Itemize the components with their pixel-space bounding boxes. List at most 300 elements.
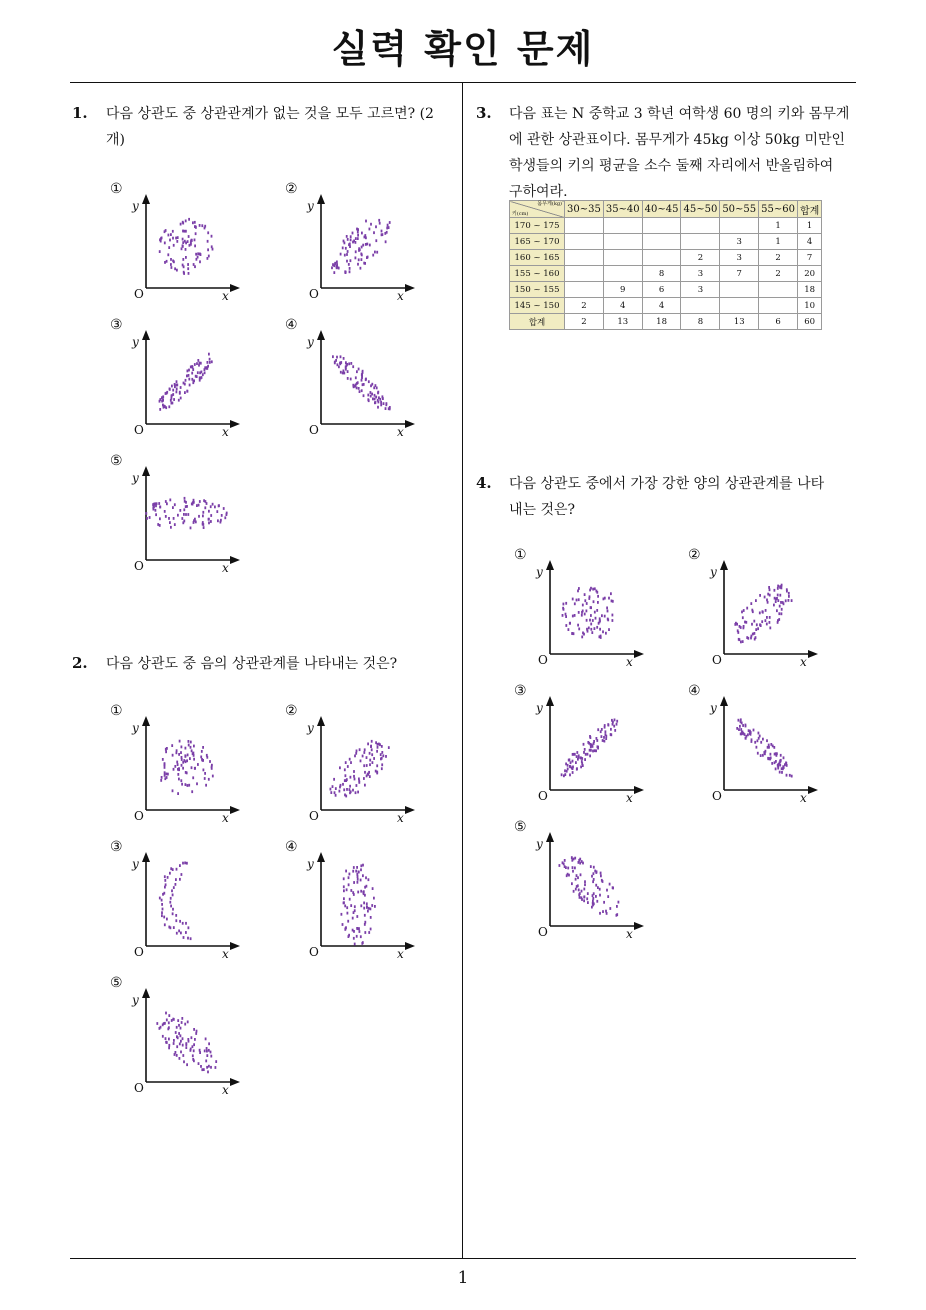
scatter-dot [572, 767, 574, 770]
scatter-dot [179, 864, 181, 867]
scatter-dot [335, 794, 337, 797]
scatter-dot [356, 866, 358, 869]
scatter-dot [179, 740, 181, 743]
scatter-dot [156, 1022, 158, 1025]
scatter-dot [785, 762, 787, 765]
scatter-dot [165, 500, 167, 503]
scatter-dot [569, 758, 571, 761]
scatter-dot [194, 518, 196, 521]
scatter-dot [164, 763, 166, 766]
y-axis-label: y [132, 993, 139, 1007]
scatter-dot [168, 1038, 170, 1041]
scatter-dot [588, 627, 590, 630]
scatter-dot [354, 943, 356, 946]
scatter-dot [369, 763, 371, 766]
scatter-dot [171, 889, 173, 892]
scatter-dot [380, 753, 382, 756]
row-header: 160 ~ 165 [510, 250, 565, 266]
x-axis-label: x [800, 791, 807, 805]
scatter-dot [206, 1054, 208, 1057]
page-title: 실력 확인 문제 [331, 27, 595, 71]
y-axis-arrow [546, 560, 554, 570]
scatter-dot [376, 771, 378, 774]
scatter-dot [183, 759, 185, 762]
scatter-dot [618, 901, 620, 904]
scatter-dot [360, 864, 362, 867]
scatter-dot [572, 598, 574, 601]
scatter-dot [362, 244, 364, 247]
scatter-dot [344, 905, 346, 908]
scatter-axes [110, 318, 240, 438]
choice-label: ① [110, 181, 123, 197]
scatter-dot [197, 763, 199, 766]
scatter-dot [374, 905, 376, 908]
scatter-dot [610, 728, 612, 731]
scatter-dot [356, 370, 358, 373]
scatter-dot [199, 500, 201, 503]
scatter-dot [185, 256, 187, 259]
scatter-dot [196, 782, 198, 785]
scatter-dot [202, 523, 204, 526]
scatter-dot [176, 240, 178, 243]
scatter-dot [331, 266, 333, 269]
scatter-dot [389, 221, 391, 224]
y-axis-arrow [317, 194, 325, 204]
x-axis-label: x [222, 289, 229, 303]
scatter-dot [345, 247, 347, 250]
scatter-dot [177, 514, 179, 517]
scatter-dot [347, 238, 349, 241]
x-axis-label: x [222, 1083, 229, 1097]
scatter-dot [166, 1019, 168, 1022]
scatter-dot [183, 513, 185, 516]
scatter-dot [772, 745, 774, 748]
scatter-dot [608, 597, 610, 600]
scatter-dot [188, 926, 190, 929]
scatter-dot [608, 628, 610, 631]
scatter-dot [766, 739, 768, 742]
scatter-dot [357, 263, 359, 266]
scatter-dot [346, 778, 348, 781]
scatter-dot [349, 788, 351, 791]
scatter-dot [208, 510, 210, 513]
scatter-dot [366, 243, 368, 246]
scatter-dot [176, 269, 178, 272]
scatter-dot [194, 221, 196, 224]
choice-label: ② [285, 181, 298, 197]
scatter-dot [346, 253, 348, 256]
scatter-dot [205, 1038, 207, 1041]
x-axis-arrow [230, 942, 240, 950]
scatter-dot [169, 499, 171, 502]
scatter-dot [164, 510, 166, 513]
scatter-dot [779, 605, 781, 608]
x-axis-arrow [405, 284, 415, 292]
row-header: 155 ~ 160 [510, 266, 565, 282]
scatter-dot [590, 614, 592, 617]
scatter-dot [363, 902, 365, 905]
scatter-dot [210, 505, 212, 508]
scatter-axes [110, 454, 240, 574]
scatter-dot [359, 930, 361, 933]
scatter-dot [159, 250, 161, 253]
scatter-axes [514, 684, 644, 804]
scatter-dot [591, 744, 593, 747]
scatter-dot [362, 383, 364, 386]
scatter-dot [146, 517, 148, 520]
scatter-dot [181, 1017, 183, 1020]
table-cell [759, 282, 798, 298]
scatter-dot [356, 784, 358, 787]
scatter-dot [200, 756, 202, 759]
scatter-dot [164, 875, 166, 878]
scatter-dot [603, 901, 605, 904]
scatter-dot [180, 223, 182, 226]
scatter-dot [182, 244, 184, 247]
corner-weight-label: 몸무게(kg) [537, 201, 562, 207]
scatter-dot [366, 764, 368, 767]
scatter-axes [110, 704, 240, 824]
scatter-dot [176, 388, 178, 391]
scatter-dot [602, 630, 604, 633]
scatter-dot [185, 1046, 187, 1049]
question-text [509, 101, 859, 205]
scatter-dot [176, 932, 178, 935]
scatter-plot [110, 704, 240, 824]
scatter-dot [186, 1063, 188, 1066]
scatter-dot [210, 514, 212, 517]
choice-label: ⑤ [514, 819, 527, 835]
scatter-dot [562, 614, 564, 617]
scatter-plot [285, 840, 415, 960]
scatter-dot [164, 771, 166, 774]
x-axis-arrow [405, 420, 415, 428]
scatter-dot [385, 240, 387, 243]
scatter-dot [190, 746, 192, 749]
scatter-dot [190, 741, 192, 744]
scatter-dot [349, 270, 351, 273]
question-line: 다음 표는 N 중학교 3 학년 여학생 60 명의 키와 몸무게 [509, 106, 850, 122]
scatter-dot [576, 755, 578, 758]
scatter-dot [185, 513, 187, 516]
choice-label: ② [688, 547, 701, 563]
scatter-dot [176, 391, 178, 394]
y-axis-label: y [132, 721, 139, 735]
scatter-dot [372, 398, 374, 401]
scatter-dot [182, 1037, 184, 1040]
scatter-dot [184, 500, 186, 503]
scatter-dot [572, 866, 574, 869]
x-axis-arrow [230, 806, 240, 814]
scatter-dot [177, 773, 179, 776]
scatter-dot [760, 741, 762, 744]
scatter-dot [355, 376, 357, 379]
scatter-dot [201, 1068, 203, 1071]
scatter-dot [355, 237, 357, 240]
scatter-dot [190, 527, 192, 530]
scatter-dot [569, 774, 571, 777]
scatter-dot [743, 609, 745, 612]
scatter-dot [186, 759, 188, 762]
scatter-dot [357, 234, 359, 237]
scatter-dot [187, 784, 189, 787]
scatter-dot [762, 738, 764, 741]
scatter-dot [192, 221, 194, 224]
scatter-dot [184, 230, 186, 233]
scatter-dot [164, 261, 166, 264]
scatter-dot [192, 776, 194, 779]
scatter-dot [595, 871, 597, 874]
scatter-dot [183, 520, 185, 523]
scatter-dot [176, 761, 178, 764]
scatter-dot [340, 355, 342, 358]
scatter-dot [599, 894, 601, 897]
scatter-dot [361, 258, 363, 261]
scatter-dot [773, 746, 775, 749]
scatter-dot [755, 636, 757, 639]
scatter-dot [208, 255, 210, 258]
scatter-dot [379, 398, 381, 401]
scatter-dot [570, 761, 572, 764]
scatter-dot [365, 236, 367, 239]
scatter-dot [341, 913, 343, 916]
scatter-dot [165, 515, 167, 518]
scatter-dot [367, 743, 369, 746]
scatter-dot [616, 723, 618, 726]
scatter-dot [172, 754, 174, 757]
scatter-dot [195, 521, 197, 524]
scatter-dot [350, 776, 352, 779]
scatter-dot [613, 725, 615, 728]
scatter-dot [363, 892, 365, 895]
scatter-dot [745, 724, 747, 727]
scatter-dot [367, 910, 369, 913]
scatter-dot [605, 730, 607, 733]
scatter-dot [593, 740, 595, 743]
scatter-dot [754, 632, 756, 635]
scatter-dot [616, 913, 618, 916]
scatter-dot [155, 513, 157, 516]
table-row [510, 218, 822, 234]
scatter-dot [167, 773, 169, 776]
scatter-dot [740, 733, 742, 736]
scatter-dot [209, 361, 211, 364]
scatter-dot [163, 916, 165, 919]
question-number: 3. [476, 104, 492, 122]
column-header: 35~40 [603, 201, 642, 218]
scatter-dot [593, 878, 595, 881]
scatter-dot [207, 231, 209, 234]
scatter-dot [161, 914, 163, 917]
scatter-dot [176, 751, 178, 754]
scatter-dot [206, 1047, 208, 1050]
scatter-dot [207, 361, 209, 364]
scatter-dot [580, 757, 582, 760]
table-cell [603, 218, 642, 234]
scatter-dot [204, 506, 206, 509]
scatter-dot [388, 226, 390, 229]
table-header-row [510, 201, 822, 218]
scatter-dot [188, 744, 190, 747]
choice-label: ③ [110, 317, 123, 333]
scatter-dot [604, 726, 606, 729]
scatter-dot [199, 376, 201, 379]
scatter-dot [195, 232, 197, 235]
scatter-dot [356, 228, 358, 231]
scatter-dot [199, 1051, 201, 1054]
scatter-dot [589, 589, 591, 592]
scatter-dot [563, 608, 565, 611]
scatter-dot [161, 776, 163, 779]
scatter-dot [343, 889, 345, 892]
scatter-dot [218, 505, 220, 508]
scatter-dot [363, 394, 365, 397]
scatter-dot [761, 620, 763, 623]
scatter-dot [171, 385, 173, 388]
scatter-dot [175, 878, 177, 881]
scatter-dot [605, 733, 607, 736]
scatter-dot [582, 604, 584, 607]
scatter-dot [594, 749, 596, 752]
scatter-dot [381, 763, 383, 766]
scatter-dot [611, 719, 613, 722]
scatter-dot [612, 619, 614, 622]
scatter-dot [170, 867, 172, 870]
scatter-dot [352, 870, 354, 873]
scatter-dot [198, 504, 200, 507]
scatter-dot [185, 220, 187, 223]
scatter-dot [589, 619, 591, 622]
scatter-dot [616, 905, 618, 908]
scatter-dot [581, 760, 583, 763]
scatter-dot [187, 513, 189, 516]
scatter-dot [354, 755, 356, 758]
scatter-dot [572, 632, 574, 635]
scatter-dot [207, 248, 209, 251]
scatter-dot [589, 749, 591, 752]
scatter-dot [740, 626, 742, 629]
scatter-dot [771, 762, 773, 765]
scatter-dot [349, 267, 351, 270]
scatter-dot [173, 1018, 175, 1021]
scatter-dot [581, 614, 583, 617]
scatter-plot [514, 820, 644, 940]
scatter-dot [201, 376, 203, 379]
origin-label: O [309, 423, 319, 437]
scatter-dot [768, 586, 770, 589]
scatter-dot [607, 723, 609, 726]
scatter-dot [193, 1049, 195, 1052]
scatter-dot [172, 393, 174, 396]
scatter-dot [159, 524, 161, 527]
scatter-dot [357, 881, 359, 884]
scatter-dot [221, 514, 223, 517]
scatter-dot [194, 245, 196, 248]
table-cell [759, 298, 798, 314]
scatter-dot [788, 599, 790, 602]
scatter-dot [601, 879, 603, 882]
scatter-dot [342, 247, 344, 250]
scatter-dot [360, 935, 362, 938]
table-cell: 2 [565, 314, 604, 330]
scatter-dot [357, 381, 359, 384]
scatter-dot [366, 756, 368, 759]
scatter-dot [193, 758, 195, 761]
x-axis-label: x [397, 425, 404, 439]
scatter-dot [578, 889, 580, 892]
scatter-dot [755, 599, 757, 602]
scatter-dot [352, 917, 354, 920]
scatter-dot [769, 621, 771, 624]
scatter-dot [182, 922, 184, 925]
scatter-dot [610, 733, 612, 736]
scatter-dot [740, 728, 742, 731]
scatter-dot [388, 407, 390, 410]
scatter-dot [168, 1047, 170, 1050]
scatter-dot [185, 783, 187, 786]
origin-label: O [134, 1081, 144, 1095]
scatter-dot [742, 616, 744, 619]
x-axis-label: x [626, 927, 633, 941]
scatter-dot [738, 728, 740, 731]
scatter-dot [347, 250, 349, 253]
scatter-dot [778, 612, 780, 615]
scatter-dot [208, 522, 210, 525]
scatter-dot [590, 628, 592, 631]
scatter-dot [744, 621, 746, 624]
scatter-dot [574, 857, 576, 860]
y-axis-arrow [142, 466, 150, 476]
scatter-dot [590, 736, 592, 739]
scatter-dot [198, 1062, 200, 1065]
scatter-dot [370, 391, 372, 394]
y-axis-label: y [132, 857, 139, 871]
scatter-dot [342, 783, 344, 786]
scatter-dot [609, 883, 611, 886]
scatter-dot [362, 874, 364, 877]
scatter-dot [159, 238, 161, 241]
scatter-dot [180, 751, 182, 754]
scatter-dot [363, 262, 365, 265]
scatter-dot [755, 628, 757, 631]
scatter-dot [574, 753, 576, 756]
scatter-dot [381, 745, 383, 748]
scatter-dot [344, 768, 346, 771]
scatter-dot [742, 640, 744, 643]
scatter-dot [604, 597, 606, 600]
scatter-dot [603, 736, 605, 739]
scatter-dot [581, 636, 583, 639]
scatter-dot [336, 261, 338, 264]
scatter-dot [370, 908, 372, 911]
scatter-dot [172, 237, 174, 240]
scatter-dot [193, 1043, 195, 1046]
scatter-dot [746, 636, 748, 639]
scatter-dot [746, 607, 748, 610]
scatter-dot [201, 371, 203, 374]
scatter-dot [358, 258, 360, 261]
scatter-dot [753, 729, 755, 732]
choice-label: ③ [514, 683, 527, 699]
scatter-dot [168, 1044, 170, 1047]
scatter-dot [765, 619, 767, 622]
scatter-dot [201, 224, 203, 227]
x-axis-label: x [222, 811, 229, 825]
scatter-dot [333, 778, 335, 781]
scatter-dot [382, 754, 384, 757]
scatter-dot [170, 399, 172, 402]
question-line: 에 관한 상관표이다. 몸무게가 45kg 이상 50kg 미만인 [509, 132, 846, 148]
